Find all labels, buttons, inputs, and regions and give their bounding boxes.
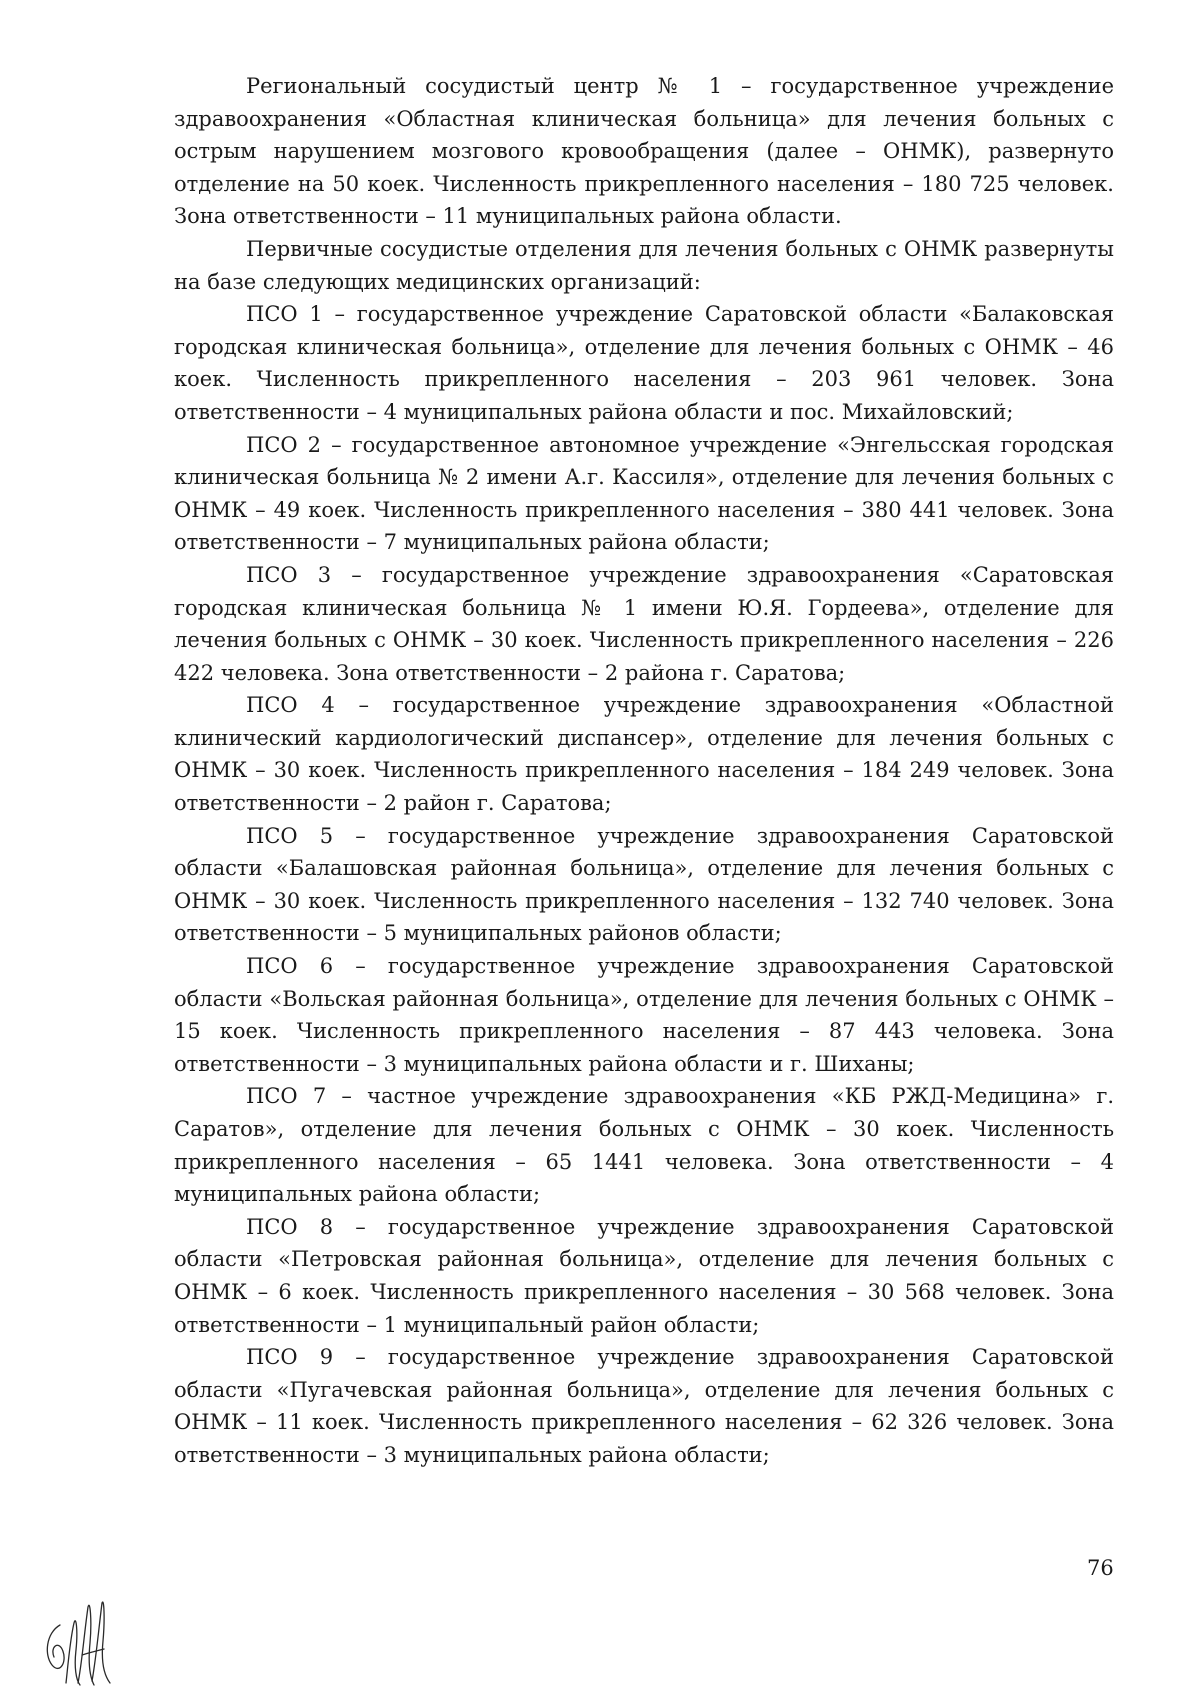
paragraph-pso-1: ПСО 1 – государственное учреждение Саратовской области «Балаковская городская клиническая больница», отделение для лечения больных с ОНМК – 46 коек. Численность прикрепленного населения – 203 961 человек. Зона ответственности – 4 муниципальных района области и пос. Михайловский; xyxy=(174,302,1114,424)
paragraph-intro-pso: Первичные сосудистые отделения для лечения больных с ОНМК развернуты на базе следующих медицинских организаций: xyxy=(174,236,1114,294)
page-number: 76 xyxy=(1087,1556,1114,1580)
paragraph-regional-center: Региональный сосудистый центр № 1 – государственное учреждение здравоохранения «Областная клиническая больница» для лечения больных с острым нарушением мозгового кровообращения (далее – ОНМК), развернуто отделение на 50 коек. Численность прикрепленного населения – 180 725 человек. Зона ответственности – 11 муниципальных района области. xyxy=(174,74,1114,229)
paragraph-pso-9: ПСО 9 – государственное учреждение здравоохранения Саратовской области «Пугачевская районная больница», отделение для лечения больных с ОНМК – 11 коек. Численность прикрепленного населения – 62 326 человек. Зона ответственности – 3 муниципальных района области; xyxy=(174,1345,1114,1467)
paragraph-pso-5: ПСО 5 – государственное учреждение здравоохранения Саратовской области «Балашовская районная больница», отделение для лечения больных с ОНМК – 30 коек. Численность прикрепленного населения – 132 740 человек. Зона ответственности – 5 муниципальных районов области; xyxy=(174,823,1114,946)
paragraph-pso-3: ПСО 3 – государственное учреждение здравоохранения «Саратовская городская клиническая больница № 1 имени Ю.Я. Гордеева», отделение для лечения больных с ОНМК – 30 коек. Численность прикрепленного населения – 226 422 человека. Зона ответственности – 2 района г. Саратова; xyxy=(174,562,1114,685)
paragraph-pso-6: ПСО 6 – государственное учреждение здравоохранения Саратовской области «Вольская районная больница», отделение для лечения больных с ОНМК – 15 коек. Численность прикрепленного населения – 87 443 человека. Зона ответственности – 3 муниципальных района области и г. Шиханы; xyxy=(174,954,1114,1076)
paragraph-pso-2: ПСО 2 – государственное автономное учреждение «Энгельсская городская клиническая больница № 2 имени А.г. Кассиля», отделение для лечения больных с ОНМК – 49 коек. Численность прикрепленного населения – 380 441 человек. Зона ответственности – 7 муниципальных района области; xyxy=(174,432,1114,555)
document-body xyxy=(174,70,1114,1472)
paragraph-pso-8: ПСО 8 – государственное учреждение здравоохранения Саратовской области «Петровская районная больница», отделение для лечения больных с ОНМК – 6 коек. Численность прикрепленного населения – 30 568 человек. Зона ответственности – 1 муниципальный район области; xyxy=(174,1214,1114,1337)
paragraph-pso-7: ПСО 7 – частное учреждение здравоохранения «КБ РЖД-Медицина» г. Саратов», отделение для лечения больных с ОНМК – 30 коек. Численность прикрепленного населения – 65 1441 человека. Зона ответственности – 4 муниципальных района области; xyxy=(174,1084,1114,1207)
paragraph-pso-4: ПСО 4 – государственное учреждение здравоохранения «Областной клинический кардиологический диспансер», отделение для лечения больных с ОНМК – 30 коек. Численность прикрепленного населения – 184 249 человек. Зона ответственности – 2 район г. Саратова; xyxy=(174,693,1114,816)
signature-icon xyxy=(38,1595,118,1690)
